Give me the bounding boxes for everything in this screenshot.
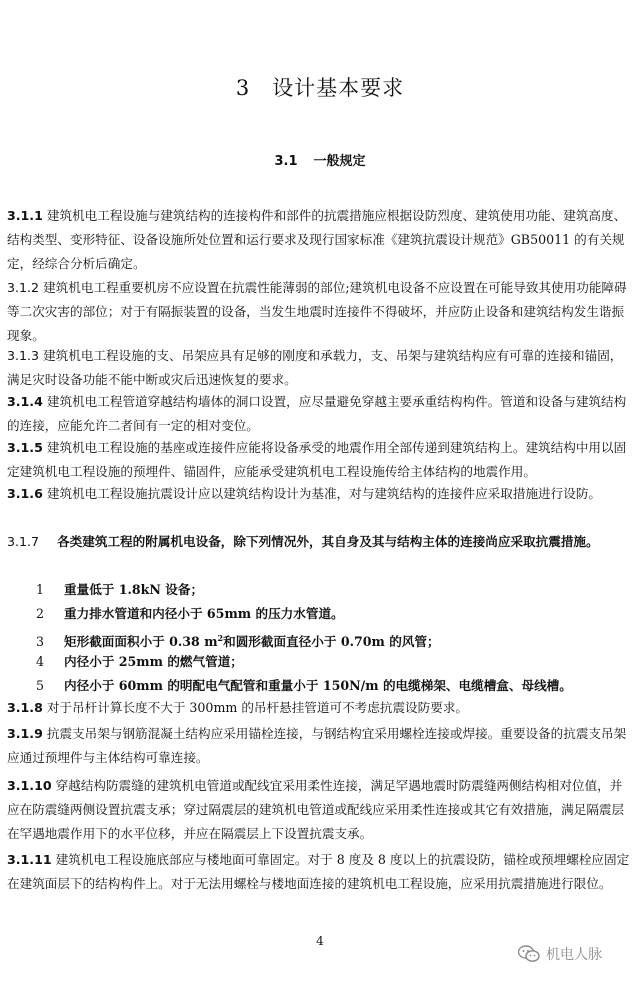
clause-number: 3.1.3	[7, 348, 40, 363]
list-item-number: 2	[36, 606, 45, 621]
list-item-number: 4	[36, 654, 45, 669]
clause-number: 3.1.4	[7, 394, 43, 409]
clause-text: 建筑机电工程管道穿越结构墙体的洞口设置，应尽量避免穿越主要承重结构构件。管道和设备与建筑结构的连接，应能允许二者间有一定的相对变位。	[7, 394, 627, 433]
clause-number: 3.1.1	[7, 208, 43, 223]
chapter-title	[0, 72, 640, 102]
list-item-text: 重力排水管道和内径小于 65mm 的压力水管道。	[64, 606, 344, 621]
section-title	[0, 150, 640, 169]
chapter-title-text: 设计基本要求	[272, 76, 405, 100]
clause-3-1-1	[7, 204, 631, 276]
clause-3-1-2	[7, 276, 631, 348]
list-item-number: 1	[36, 582, 45, 597]
list-item	[36, 578, 626, 602]
chapter-number: 3	[235, 76, 251, 100]
watermark	[518, 944, 602, 964]
clause-number: 3.1.11	[7, 852, 52, 867]
clause-text: 建筑机电工程设施底部应与楼地面可靠固定。对于 8 度及 8 度以上的抗震设防，锚栓或预埋螺栓应固定在建筑面层下的结构构件上。对于无法用螺栓与楼地面连接的建筑机电工程设施，应采用抗震措施进行限位。	[7, 852, 630, 891]
list-item-text-cont: 和圆形截面直径小于 0.70m 的风管；	[223, 634, 440, 650]
superscript: 2	[217, 633, 224, 643]
clause-text: 建筑机电工程重要机房不应设置在抗震性能薄弱的部位;建筑机电设备不应设置在可能导致其使用功能障碍等二次灾害的部位；对于有隔振装置的设备，当发生地震时连接件不得破坏，并应防止设备和建筑结构发生谐振现象。	[7, 280, 627, 343]
clause-number: 3.1.2	[7, 280, 40, 295]
clause-number: 3.1.8	[7, 700, 43, 715]
list-item-text: 重量低于 1.8kN 设备；	[64, 582, 204, 597]
list-item	[36, 650, 626, 674]
clause-3-1-4	[7, 390, 631, 438]
clause-3-1-10	[7, 774, 631, 846]
watermark-text: 机电人脉	[546, 947, 602, 963]
clause-3-1-5	[7, 436, 631, 484]
clause-3-1-7	[7, 530, 631, 554]
clause-number: 3.1.7	[7, 534, 40, 549]
clause-text: 各类建筑工程的附属机电设备，除下列情况外，其自身及其与结构主体的连接尚应采取抗震措施。	[57, 534, 599, 549]
clause-3-1-3	[7, 344, 631, 392]
clause-3-1-11	[7, 848, 631, 896]
clause-text: 建筑机电工程设施的基座或连接件应能将设备承受的地震作用全部传递到建筑结构上。建筑结构中用以固定建筑机电工程设施的预埋件、锚固件，应能承受建筑机电工程设施传给主体结构的地震作用。	[7, 440, 627, 479]
list-item-text: 矩形截面面积小于 0.38 m	[64, 634, 218, 650]
clause-3-1-9	[7, 722, 631, 770]
clause-text: 建筑机电工程设施抗震设计应以建筑结构设计为基准，对与建筑结构的连接件应采取措施进行设防。	[46, 486, 601, 501]
list-item-text: 内径小于 25mm 的燃气管道；	[64, 654, 243, 669]
section-number: 3.1	[274, 154, 298, 169]
clause-text: 建筑机电工程设施与建筑结构的连接构件和部件的抗震措施应根据设防烈度、建筑使用功能、建筑高度、结构类型、变形特征、设备设施所处位置和运行要求及现行国家标准《建筑抗震设计规范》GB50011 的有关规定，经综合分析后确定。	[7, 208, 627, 271]
list-item-text: 内径小于 60mm 的明配电气配管和重量小于 150N/m 的电缆梯架、电缆槽盒、母线槽。	[64, 678, 572, 693]
clause-text: 建筑机电工程设施的支、吊架应具有足够的刚度和承载力，支、吊架与建筑结构应有可靠的连接和锚固，满足灾时设备功能不能中断或灾后迅速恢复的要求。	[7, 348, 623, 387]
list-item	[36, 674, 626, 698]
clause-3-1-6	[7, 482, 631, 506]
clause-text: 对于吊杆计算长度不大于 300mm 的吊杆悬挂管道可不考虑抗震设防要求。	[46, 700, 469, 715]
page-number: 4	[316, 934, 324, 948]
clause-text: 抗震支吊架与钢筋混凝土结构应采用锚栓连接，与钢结构宜采用螺栓连接或焊接。重要设备的抗震支吊架应通过预埋件与主体结构可靠连接。	[7, 726, 627, 765]
clause-number: 3.1.5	[7, 440, 43, 455]
clause-3-1-8	[7, 696, 631, 720]
section-title-text: 一般规定	[313, 154, 366, 169]
wechat-icon	[518, 945, 540, 963]
list-item-number: 3	[36, 634, 45, 650]
clause-text: 穿越结构防震缝的建筑机电管道或配线宜采用柔性连接，满足罕遇地震时防震缝两侧结构相对位值，并应在防震缝两侧设置抗震支承；穿过隔震层的建筑机电管道或配线应采用柔性连接或其它有效措施，满足隔震层在罕遇地震作用下的水平位移，并应在隔震层上下设置抗震支承。	[7, 778, 625, 841]
clause-number: 3.1.9	[7, 726, 43, 741]
clause-number: 3.1.10	[7, 778, 52, 793]
clause-number: 3.1.6	[7, 486, 43, 501]
list-item	[36, 602, 626, 626]
list-item-number: 5	[36, 678, 45, 693]
